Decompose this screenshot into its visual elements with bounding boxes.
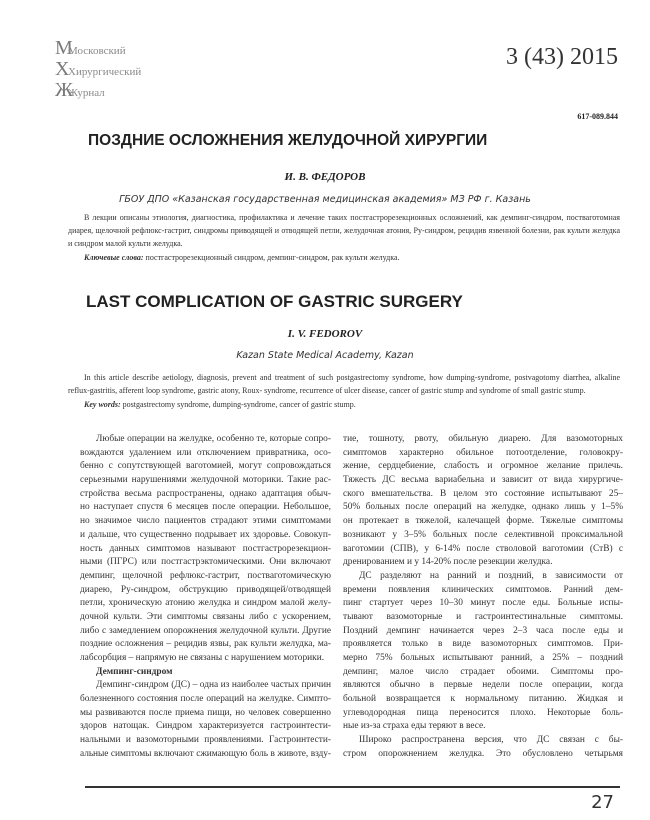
text-line: мерно 75% больных испытывают ранний, а 25% – поздний xyxy=(343,653,623,663)
text-line: демпинг, малое число страдает обоими. Симптомы про- xyxy=(343,666,623,677)
text-line: углеводородная пища переносится плохо. Некоторые боль- xyxy=(343,707,623,718)
text-line: возникают у 3–5% больных после селективной проксимальной xyxy=(343,529,623,540)
body-column-right xyxy=(343,433,623,762)
text-line: пинг стартует через 10–30 минут после еды. Больные испы- xyxy=(343,598,623,609)
affiliation-ru: ГБОУ ДПО «Казанская государственная медицинская академия» МЗ РФ г. Казань xyxy=(119,194,531,205)
author-ru: И. В. ФЕДОРОВ xyxy=(284,171,366,183)
text-line: но наступает спустя 6 месяцев после операции. Небольшое, xyxy=(80,502,331,513)
text-line: проявляется только в виде вазомоторных симптомов. При- xyxy=(343,639,623,650)
journal-logo: М Московский Х Хирургический Ж Журнал xyxy=(55,38,141,101)
text-line: стром опорожнением желудка. Это обусловлено четырьмя xyxy=(343,748,623,759)
text-line: здоров натощак. Синдром характеризуется гастроинтести- xyxy=(80,721,331,732)
text-line: стройства весьма распространены, однако адаптация обыч- xyxy=(80,488,331,499)
text-line: дочной культи. Эти симптомы связаны либо с ускорением, xyxy=(80,611,331,622)
logo-line-1: Московский xyxy=(68,45,126,57)
text-line: поздние осложнения – рецидив язвы, рак культи желудка, ма- xyxy=(80,639,331,650)
issue-number: 3 (43) 2015 xyxy=(506,44,618,70)
keywords-label: Ключевые слова: xyxy=(84,253,144,262)
text-line: Тяжесть ДС весьма вариабельна и зависит от вида хирургиче- xyxy=(343,475,623,486)
text-line: тие, тошноту, рвоту, обильную диарею. Для вазомоторных xyxy=(343,434,623,444)
udc-code: 617-089.844 xyxy=(577,112,618,121)
text-line: демпинг, щелочной рефлюкс-гастрит, постваготомическую xyxy=(80,570,331,581)
author-en: I. V. FEDOROV xyxy=(287,328,363,340)
keywords-ru xyxy=(68,251,620,264)
abstract-en xyxy=(68,371,620,411)
text-line: он протекает в тяжелой, калечащей форме. Тяжелые симптомы xyxy=(343,516,623,527)
title-en: LAST COMPLICATION OF GASTRIC SURGERY xyxy=(86,292,463,311)
text-line: вождаются удалением или отключением привратника, осо- xyxy=(80,447,331,458)
page-number: 27 xyxy=(591,792,614,813)
section-heading: Демпинг-синдром xyxy=(96,666,173,677)
text-line: ДС разделяют на ранний и поздний, в зависимости от xyxy=(359,570,623,581)
text-line: диарею, Ру-синдром, обструкцию приводящей/отводящей xyxy=(80,584,331,595)
footer-divider xyxy=(85,786,620,788)
affiliation-en: Kazan State Medical Academy, Kazan xyxy=(236,350,414,361)
text-line: ность данных симптомов называют постгастрорезекцион- xyxy=(80,543,331,554)
text-line: но значимое число пациентов страдают этими симптомами xyxy=(80,516,331,527)
logo-line-2: Хирургический xyxy=(68,66,142,78)
text-line: времени появления клинических симптомов. Ранний дем- xyxy=(343,584,623,595)
body-column-left xyxy=(80,433,331,762)
text-line: болезненного состояния после операций на желудке. Симпто- xyxy=(80,694,331,705)
text-line: Поздний демпинг начинается через 2–3 часа после еды и xyxy=(343,625,623,636)
text-line: 50% больных после операций на желудке, однако лишь у 1–5% xyxy=(343,502,623,513)
text-line: бенно с сопутствующей ваготомией, могут сопровождаться xyxy=(80,461,331,472)
text-line: и дальше, что существенно подрывает их здоровье. Совокуп- xyxy=(80,529,331,540)
text-line: тывают вазомоторные и гастроинтестинальные симптомы. xyxy=(343,611,623,622)
text-line: Широко распространена версия, что ДС связан с бы- xyxy=(359,735,623,746)
text-line: Любые операции на желудке, особенно те, которые сопро- xyxy=(96,434,331,444)
text-line: больной возвращается к нормальному питанию. Жидкая и xyxy=(343,694,623,705)
text-line: лабсорбция – напрямую не связаны с нарушением моторики. xyxy=(80,653,325,663)
abstract-ru-text: В лекции описаны этиология, диагностика, профилактика и лечение таких постгастрорезекционных осложнений, как демпинг-синдром, постваготомная диарея, щелочной рефлюкс-гастрит, синдромы приводящей и отводящей петли, желудочная атония, Ру-синдром, рецидив язвенной болезни, рак культи желудка и синдром малой культи желудка. xyxy=(68,213,620,248)
abstract-ru xyxy=(68,211,620,264)
keywords-en xyxy=(68,398,620,411)
text-line: ные из-за страха еды теряют в весе. xyxy=(343,721,486,732)
text-line: жение, сердцебиение, слабость и огромное желание прилечь. xyxy=(343,461,623,472)
logo-line-3: Журнал xyxy=(68,87,105,99)
text-line: мы развиваются после приема пищи, но человек совершенно xyxy=(80,707,331,718)
text-line: дренированием и у 14-20% после резекции желудка. xyxy=(343,557,553,568)
keywords-text: постгастрорезекционный синдром, демпинг-синдром, рак культи желудка. xyxy=(143,253,400,262)
text-line: являются обычно в первые недели после операции, когда xyxy=(343,680,623,691)
text-line: Демпинг-синдром (ДС) – одна из наиболее частых причин xyxy=(96,680,331,691)
keywords-text: postgastrectomy syndrome, dumping-syndrome, cancer of gastric stump. xyxy=(120,400,356,409)
keywords-label: Key words: xyxy=(84,400,121,409)
text-line: нальными и вазомоторными проявлениями. Гастроинтести- xyxy=(80,735,331,746)
text-line: ского вмешательства. В целом это состояние испытывают 25– xyxy=(343,488,623,499)
text-line: ными (ПГРС) или постгастрэктомическими. Они включают xyxy=(80,557,331,568)
text-line: ваготомии (СПВ), у 6-14% после стволовой ваготомии (СтВ) с xyxy=(343,543,623,554)
text-line: петли, хроническую атонию желудка и синдром малой желу- xyxy=(80,598,331,609)
abstract-en-text: In this article describe aetiology, diagnosis, prevent and treatment of such postgastrectomy syndrome, how dumping-syndrome, postvagotomy diarrhea, alkaline reflux-gastritis, afferent loop syndrome, gastric atony, Roux- syndrome, recurrence of ulcer disease, cancer of gastric stump and syndrome of small gastric stump. xyxy=(68,373,620,395)
text-line: серьезными нарушениями желудочной моторики. Такие рас- xyxy=(80,475,331,486)
text-line: симптомов характерно обильное потоотделение, головокру- xyxy=(343,447,623,458)
text-line: альные симптомы включают сжимающую боль в животе, взду- xyxy=(80,748,331,759)
title-ru: ПОЗДНИЕ ОСЛОЖНЕНИЯ ЖЕЛУДОЧНОЙ ХИРУРГИИ xyxy=(88,132,488,149)
text-line: либо с замедлением опорожнения желудочной культи. Другие xyxy=(80,625,331,636)
